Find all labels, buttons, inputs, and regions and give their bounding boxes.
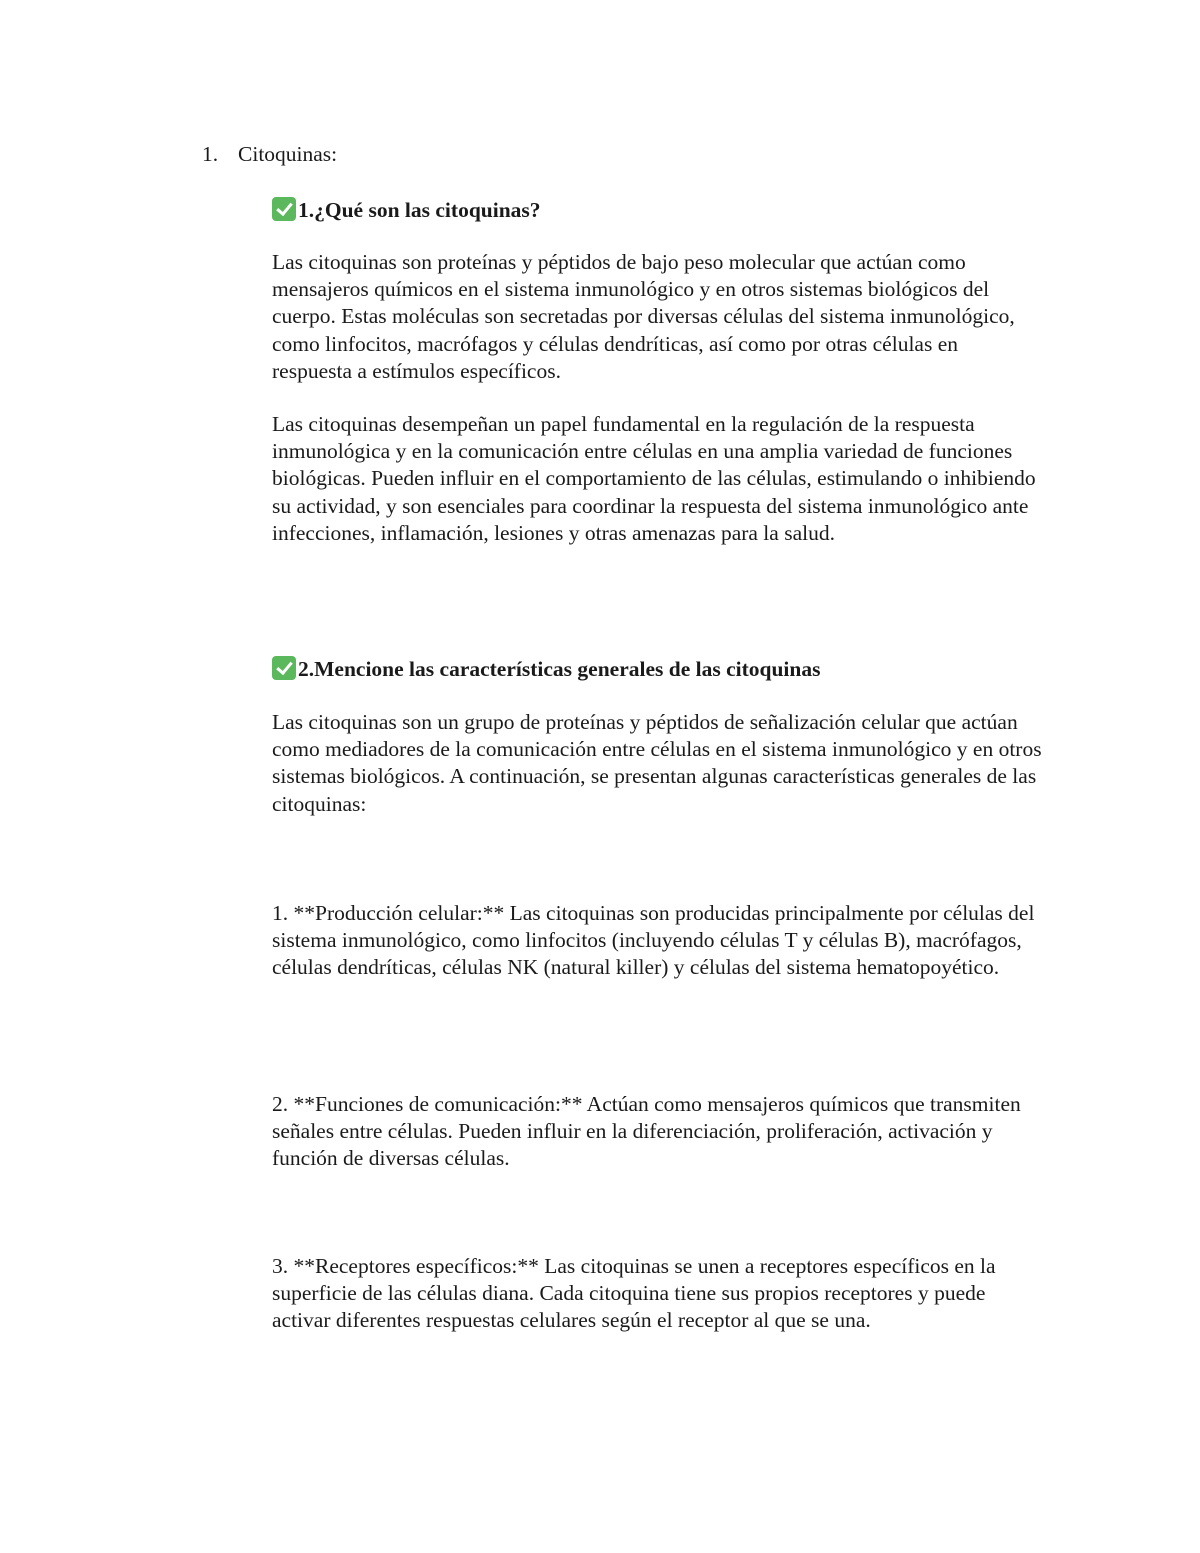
section-1-paragraph-1: Las citoquinas son proteínas y péptidos de bajo peso molecular que actúan como mensajeros químicos en el sistema inmunológico y en otros sistemas biológicos del cuerpo. Estas moléculas son secretadas por diversas células del sistema inmunológico, como linfocitos, macrófagos y células dendríticas, así como por otras células en respuesta a estímulos específicos.: [272, 250, 1015, 383]
list-number: 1.: [202, 142, 219, 166]
characteristic-item-1: 1. **Producción celular:** Las citoquinas son producidas principalmente por células del sistema inmunológico, como linfocitos (incluyendo células T y células B), macrófagos, células dendríticas, células NK (natural killer) y células del sistema hematopoyético.: [272, 901, 1035, 980]
characteristic-item-3: 3. **Receptores específicos:** Las citoquinas se unen a receptores específicos en la superficie de las células diana. Cada citoquina tiene sus propios receptores y puede activar diferentes respuestas celulares según el receptor al que se una.: [272, 1254, 996, 1333]
list-heading: [202, 141, 337, 168]
question-2-heading: [272, 654, 1042, 684]
question-1-text: 1.¿Qué son las citoquinas?: [298, 198, 541, 222]
section-1-paragraph-2: Las citoquinas desempeñan un papel fundamental en la regulación de la respuesta inmunológica y en la comunicación entre células en una amplia variedad de funciones biológicas. Pueden influir en el comportamiento de las células, estimulando o inhibiendo su actividad, y son esenciales para coordinar la respuesta del sistema inmunológico ante infecciones, inflamación, lesiones y otras amenazas para la salud.: [272, 412, 1036, 545]
section-2-intro: Las citoquinas son un grupo de proteínas y péptidos de señalización celular que actúan como mediadores de la comunicación entre células en el sistema inmunológico y en otros sistemas biológicos. A continuación, se presentan algunas características generales de las citoquinas:: [272, 710, 1042, 816]
list-title: Citoquinas:: [238, 142, 338, 166]
check-mark-icon: [272, 197, 296, 221]
characteristic-item-2: 2. **Funciones de comunicación:** Actúan como mensajeros químicos que transmiten señales entre células. Pueden influir en la diferenciación, proliferación, activación y función de diversas células.: [272, 1092, 1021, 1171]
check-mark-icon: [272, 656, 296, 680]
question-2-text: 2.Mencione las características generales de las citoquinas: [298, 657, 821, 681]
question-1-heading: [272, 195, 1042, 225]
